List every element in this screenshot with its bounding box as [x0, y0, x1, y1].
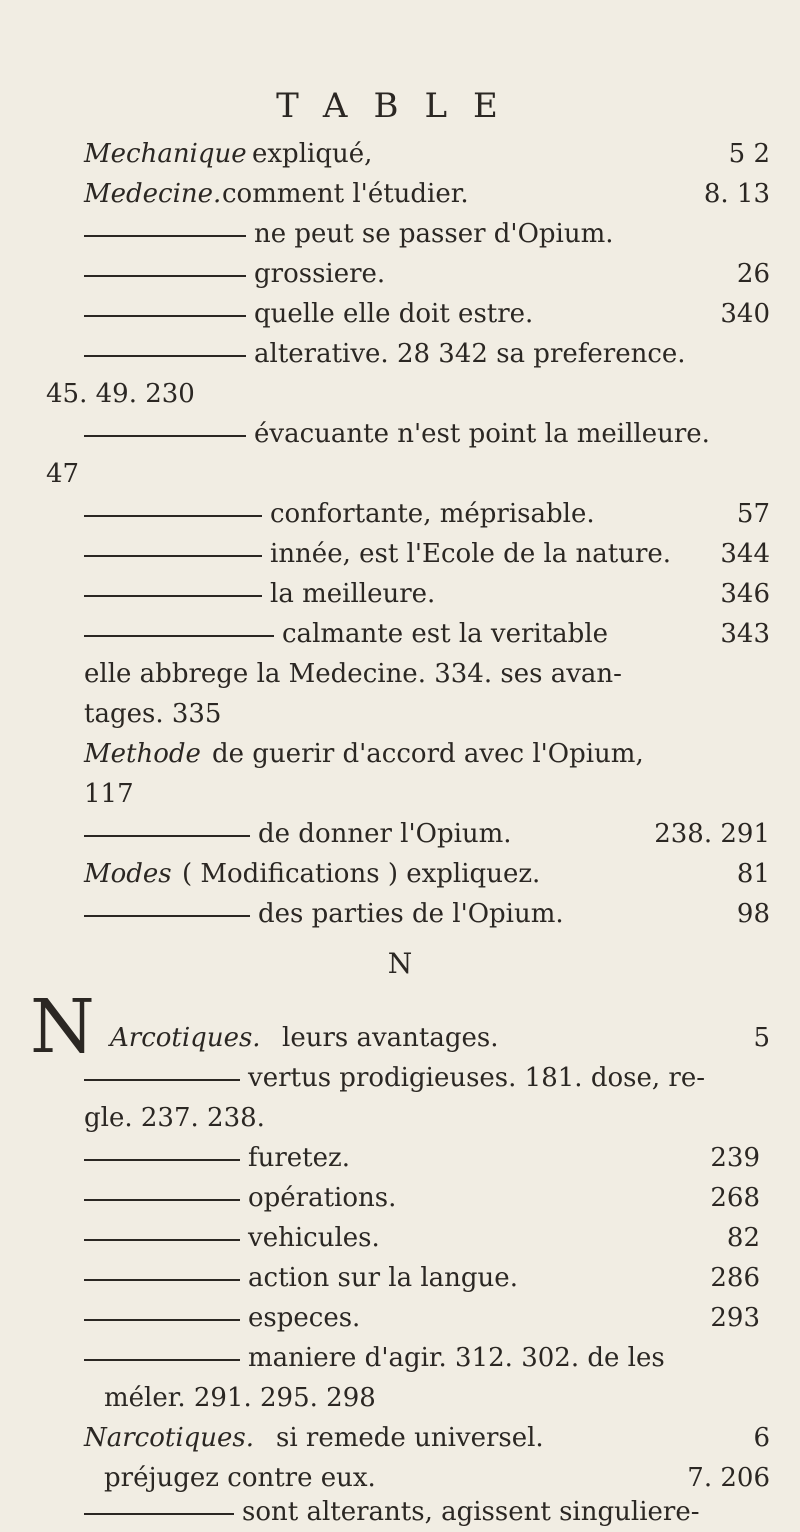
- index-entry: [0, 734, 800, 774]
- page-number: 98: [736, 899, 770, 929]
- index-entry: [0, 134, 800, 174]
- index-entry: [0, 294, 800, 334]
- entry-text: des parties de l'Opium.: [258, 899, 564, 929]
- ditto-dash: [84, 355, 246, 357]
- index-entry-continued: [0, 1098, 800, 1138]
- entry-head: Arcotiques.: [110, 1023, 261, 1053]
- page-number: 293: [710, 1303, 760, 1333]
- entry-text: de guerir d'accord avec l'Opium,: [212, 739, 644, 769]
- page-number: 346: [720, 579, 770, 609]
- index-entry: [0, 614, 800, 654]
- entry-text: leurs avantages.: [282, 1023, 499, 1053]
- entry-text: 47: [46, 459, 80, 489]
- entry-text: ( Modifications ) expliquez.: [182, 859, 541, 889]
- index-entry-continued: [0, 694, 800, 734]
- page-number: 81: [736, 859, 770, 889]
- ditto-dash: [84, 515, 262, 517]
- entry-text: tages. 335: [84, 699, 222, 729]
- entry-text: 45. 49. 230: [46, 379, 195, 409]
- entry-text: de donner l'Opium.: [258, 819, 512, 849]
- ditto-dash: [84, 555, 262, 557]
- page-number: 8. 13: [703, 179, 770, 209]
- entry-text: especes.: [248, 1303, 361, 1333]
- entry-text: vehicules.: [248, 1223, 380, 1253]
- index-entry: [0, 1492, 800, 1532]
- ditto-dash: [84, 1319, 240, 1321]
- page-number: 82: [726, 1223, 760, 1253]
- entry-text: méler. 291. 295. 298: [104, 1383, 376, 1413]
- entry-text: furetez.: [248, 1143, 350, 1173]
- entry-text: maniere d'agir. 312. 302. de les: [248, 1343, 665, 1373]
- entry-text: elle abbrege la Medecine. 334. ses avan-: [84, 659, 622, 689]
- entry-text: vertus prodigieuses. 181. dose, re-: [248, 1063, 705, 1093]
- entry-text: opérations.: [248, 1183, 397, 1213]
- entry-head: Medecine.: [84, 179, 222, 209]
- ditto-dash: [84, 1199, 240, 1201]
- drop-cap: N: [30, 984, 95, 1070]
- ditto-dash: [84, 835, 250, 837]
- page-number: 268: [710, 1183, 760, 1213]
- page-number: 57: [736, 499, 770, 529]
- index-entry: [0, 534, 800, 574]
- index-entry: [0, 1018, 800, 1058]
- ditto-dash: [84, 235, 246, 237]
- index-entry: [0, 1418, 800, 1458]
- entry-text: si remede universel.: [276, 1423, 544, 1453]
- index-entry: [0, 574, 800, 614]
- entry-text: préjugez contre eux.: [104, 1463, 376, 1493]
- index-entry-continued: [0, 654, 800, 694]
- index-entry: [0, 1298, 800, 1338]
- index-entry: [0, 1338, 800, 1378]
- page-number: 7. 206: [687, 1463, 770, 1493]
- page-number: 286: [710, 1263, 760, 1293]
- ditto-dash: [84, 275, 246, 277]
- index-entry: [0, 894, 800, 934]
- page-number: 344: [720, 539, 770, 569]
- index-entry: [0, 414, 800, 454]
- page-number: 340: [720, 299, 770, 329]
- index-entry: [0, 1178, 800, 1218]
- entry-head: Methode: [84, 739, 201, 769]
- entry-text: grossiere.: [254, 259, 386, 289]
- ditto-dash: [84, 635, 274, 637]
- page-number: 239: [710, 1143, 760, 1173]
- index-entry: [0, 1138, 800, 1178]
- ditto-dash: [84, 915, 250, 917]
- section-letter: N: [387, 947, 413, 980]
- page-number: 5 2: [728, 139, 770, 169]
- index-entry-continued: [0, 454, 800, 494]
- entry-text: expliqué,: [252, 139, 373, 169]
- page-number: 26: [736, 259, 770, 289]
- entry-text: 117: [84, 779, 134, 809]
- ditto-dash: [84, 1239, 240, 1241]
- index-entry: [0, 1058, 800, 1098]
- entry-text: quelle elle doit estre.: [254, 299, 534, 329]
- entry-head: Modes: [84, 859, 172, 889]
- ditto-dash: [84, 1279, 240, 1281]
- ditto-dash: [84, 435, 246, 437]
- running-head: TABLE: [276, 86, 524, 126]
- index-entry: [0, 1218, 800, 1258]
- index-entry: [0, 254, 800, 294]
- ditto-dash: [84, 1359, 240, 1361]
- entry-text: confortante, méprisable.: [270, 499, 595, 529]
- entry-text: évacuante n'est point la meilleure.: [254, 419, 710, 449]
- page-number: 5: [753, 1023, 770, 1053]
- entry-text: action sur la langue.: [248, 1263, 518, 1293]
- index-entry-continued: [0, 774, 800, 814]
- ditto-dash: [84, 1513, 234, 1515]
- index-entry: [0, 814, 800, 854]
- ditto-dash: [84, 315, 246, 317]
- entry-text: innée, est l'Ecole de la nature.: [270, 539, 672, 569]
- page-number: 238. 291: [654, 819, 770, 849]
- index-entry: [0, 1258, 800, 1298]
- ditto-dash: [84, 1159, 240, 1161]
- entry-text: gle. 237. 238.: [84, 1103, 265, 1133]
- index-entry: [0, 174, 800, 214]
- entry-text: sont alterants, agissent singuliere-: [242, 1497, 700, 1527]
- entry-text: comment l'étudier.: [222, 179, 469, 209]
- entry-text: calmante est la veritable: [282, 619, 609, 649]
- index-entry: [0, 494, 800, 534]
- ditto-dash: [84, 1079, 240, 1081]
- index-entry-continued: [0, 374, 800, 414]
- page-number: 343: [720, 619, 770, 649]
- index-entry: [0, 854, 800, 894]
- index-entry: [0, 334, 800, 374]
- entry-text: ne peut se passer d'Opium.: [254, 219, 614, 249]
- entry-text: alterative. 28 342 sa preference.: [254, 339, 686, 369]
- entry-head: Mechanique: [84, 139, 247, 169]
- ditto-dash: [84, 595, 262, 597]
- index-entry: [0, 214, 800, 254]
- page-number: 6: [753, 1423, 770, 1453]
- index-entry-continued: [0, 1378, 800, 1418]
- entry-text: la meilleure.: [270, 579, 436, 609]
- entry-head: Narcotiques.: [84, 1423, 255, 1453]
